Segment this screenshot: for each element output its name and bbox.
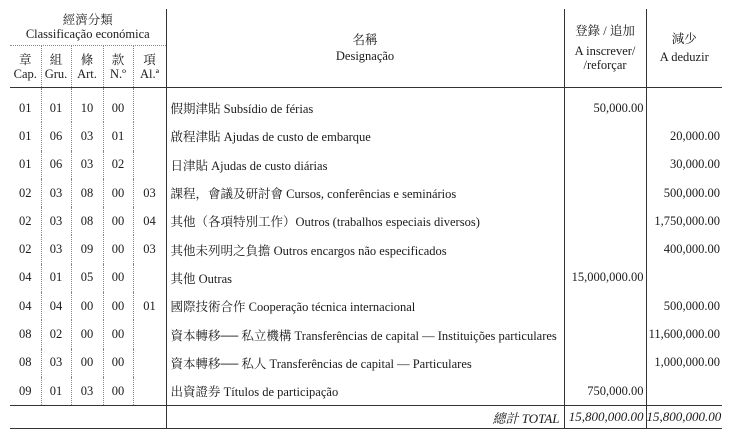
add-column-header — [564, 9, 646, 88]
total-label: 總計 TOTAL — [166, 406, 564, 429]
deduct-amount — [646, 264, 722, 292]
deduct-title-pt: A deduzir — [659, 50, 709, 64]
economic-classification-header — [10, 9, 166, 46]
add-amount — [564, 320, 646, 348]
table-row — [10, 292, 722, 320]
designation-cell: 其他（各項特別工作）Outros (trabalhos especiais diversos) — [166, 207, 564, 235]
al-pt: Al.ª — [139, 66, 160, 81]
budget-table — [10, 9, 722, 429]
designation-cell: 日津貼 Ajudas de custo diárias — [166, 151, 564, 179]
code-art: 00 — [71, 292, 103, 320]
designation-cell: 資本轉移── 私人 Transferências de capital — Particulares — [166, 349, 564, 377]
code-al — [133, 122, 166, 150]
deduct-amount: 1,750,000.00 — [654, 213, 721, 228]
al-zh: 項 — [143, 52, 156, 67]
deduct-amount: 500,000.00 — [663, 298, 721, 313]
code-gru: 04 — [41, 292, 71, 320]
table-row — [10, 179, 722, 207]
deduct-amount — [646, 377, 722, 406]
code-no: 01 — [103, 122, 133, 150]
table-row — [10, 88, 722, 123]
code-al: 03 — [133, 235, 166, 263]
col-header-cap — [10, 46, 41, 88]
col-header-al — [133, 46, 166, 88]
col-header-no — [103, 46, 133, 88]
cap-zh: 章 — [18, 52, 32, 67]
code-no: 00 — [103, 292, 133, 320]
col-header-gru — [41, 46, 71, 88]
code-art: 10 — [71, 88, 103, 123]
classification-title-pt: Classificação económica — [25, 27, 150, 41]
total-blank — [10, 406, 166, 429]
add-amount — [564, 235, 646, 263]
table-row — [10, 207, 722, 235]
table-row — [10, 377, 722, 406]
designation-title-pt: Designação — [335, 49, 395, 63]
code-gru: 06 — [41, 151, 71, 179]
deduct-column-header — [646, 9, 722, 88]
add-title-zh: 登錄 / 追加 — [575, 24, 635, 38]
code-cap: 08 — [10, 320, 41, 348]
no-zh: 款 — [111, 52, 125, 67]
code-art: 03 — [71, 377, 103, 406]
classification-title-zh: 經濟分類 — [62, 13, 113, 27]
deduct-amount: 500,000.00 — [663, 185, 721, 200]
code-no: 00 — [103, 349, 133, 377]
code-no: 00 — [103, 207, 133, 235]
table-row — [10, 235, 722, 263]
add-title-pt-2: /reforçar — [583, 58, 627, 72]
deduct-amount: 20,000.00 — [670, 128, 721, 143]
gru-pt: Gru. — [44, 66, 68, 81]
code-no: 00 — [103, 320, 133, 348]
code-cap: 08 — [10, 349, 41, 377]
code-cap: 01 — [10, 122, 41, 150]
table-row — [10, 151, 722, 179]
add-title-pt-1: A inscrever/ — [574, 44, 636, 58]
code-art: 08 — [71, 179, 103, 207]
add-amount: 15,000,000.00 — [564, 264, 646, 292]
gru-zh: 組 — [49, 52, 63, 67]
deduct-amount: 1,000,000.00 — [654, 355, 721, 370]
table-row — [10, 264, 722, 292]
code-no: 00 — [103, 179, 133, 207]
total-deduct: 15,800,000.00 — [646, 409, 722, 425]
designation-cell: 資本轉移── 私立機構 Transferências de capital — Instituições particulares — [166, 320, 564, 348]
designation-cell: 假期津貼 Subsídio de férias — [166, 88, 564, 123]
no-pt: N.º — [109, 66, 127, 81]
code-gru: 01 — [41, 377, 71, 406]
code-art: 09 — [71, 235, 103, 263]
code-cap: 02 — [10, 179, 41, 207]
table-row — [10, 320, 722, 348]
code-no: 00 — [103, 264, 133, 292]
deduct-amount: 11,600,000.00 — [648, 327, 721, 342]
designation-title-zh: 名稱 — [352, 33, 378, 47]
add-amount — [564, 207, 646, 235]
add-amount: 50,000.00 — [564, 88, 646, 123]
code-no: 00 — [103, 235, 133, 263]
designation-cell: 其他未列明之負擔 Outros encargos não especificados — [166, 235, 564, 263]
code-art: 00 — [71, 320, 103, 348]
add-amount: 750,000.00 — [564, 377, 646, 406]
designation-cell: 啟程津貼 Ajudas de custo de embarque — [166, 122, 564, 150]
code-al — [133, 264, 166, 292]
code-gru: 03 — [41, 349, 71, 377]
code-al: 04 — [133, 207, 166, 235]
art-pt: Art. — [77, 66, 97, 81]
code-al: 03 — [133, 179, 166, 207]
code-cap: 01 — [10, 88, 41, 123]
designation-cell: 出資證券 Títulos de participação — [166, 377, 564, 406]
cap-pt: Cap. — [13, 66, 37, 81]
code-gru: 03 — [41, 179, 71, 207]
col-header-art — [71, 46, 103, 88]
table-row — [10, 349, 722, 377]
code-cap: 04 — [10, 264, 41, 292]
code-art: 03 — [71, 122, 103, 150]
code-art: 00 — [71, 349, 103, 377]
designation-cell: 其他 Outras — [166, 264, 564, 292]
add-amount — [564, 122, 646, 150]
table-row — [10, 122, 722, 150]
code-gru: 02 — [41, 320, 71, 348]
code-al — [133, 151, 166, 179]
code-no: 00 — [103, 88, 133, 123]
code-gru: 03 — [41, 207, 71, 235]
code-cap: 09 — [10, 377, 41, 406]
budget-table-document — [10, 9, 722, 436]
code-gru: 03 — [41, 235, 71, 263]
add-amount — [564, 151, 646, 179]
code-gru: 06 — [41, 122, 71, 150]
code-al — [133, 349, 166, 377]
header-row-top — [10, 9, 722, 46]
art-zh: 條 — [80, 52, 94, 67]
code-cap: 04 — [10, 292, 41, 320]
code-art: 03 — [71, 151, 103, 179]
total-add: 15,800,000.00 — [564, 406, 646, 429]
code-art: 05 — [71, 264, 103, 292]
deduct-amount — [646, 88, 722, 123]
deduct-amount: 30,000.00 — [670, 157, 721, 172]
code-al: 01 — [133, 292, 166, 320]
designation-cell: 課程，會議及研討會 Cursos, conferências e seminários — [166, 179, 564, 207]
add-amount — [564, 349, 646, 377]
code-cap: 02 — [10, 207, 41, 235]
designation-cell: 國際技術合作 Cooperação técnica internacional — [166, 292, 564, 320]
code-al — [133, 377, 166, 406]
add-amount — [564, 292, 646, 320]
code-gru: 01 — [41, 264, 71, 292]
add-amount — [564, 179, 646, 207]
code-no: 02 — [103, 151, 133, 179]
deduct-title-zh: 減少 — [671, 32, 697, 46]
designation-header — [166, 9, 564, 88]
code-no: 00 — [103, 377, 133, 406]
code-gru: 01 — [41, 88, 71, 123]
code-art: 08 — [71, 207, 103, 235]
code-cap: 01 — [10, 151, 41, 179]
total-row — [10, 406, 722, 429]
code-cap: 02 — [10, 235, 41, 263]
deduct-amount: 400,000.00 — [663, 242, 721, 257]
code-al — [133, 320, 166, 348]
code-al — [133, 88, 166, 123]
